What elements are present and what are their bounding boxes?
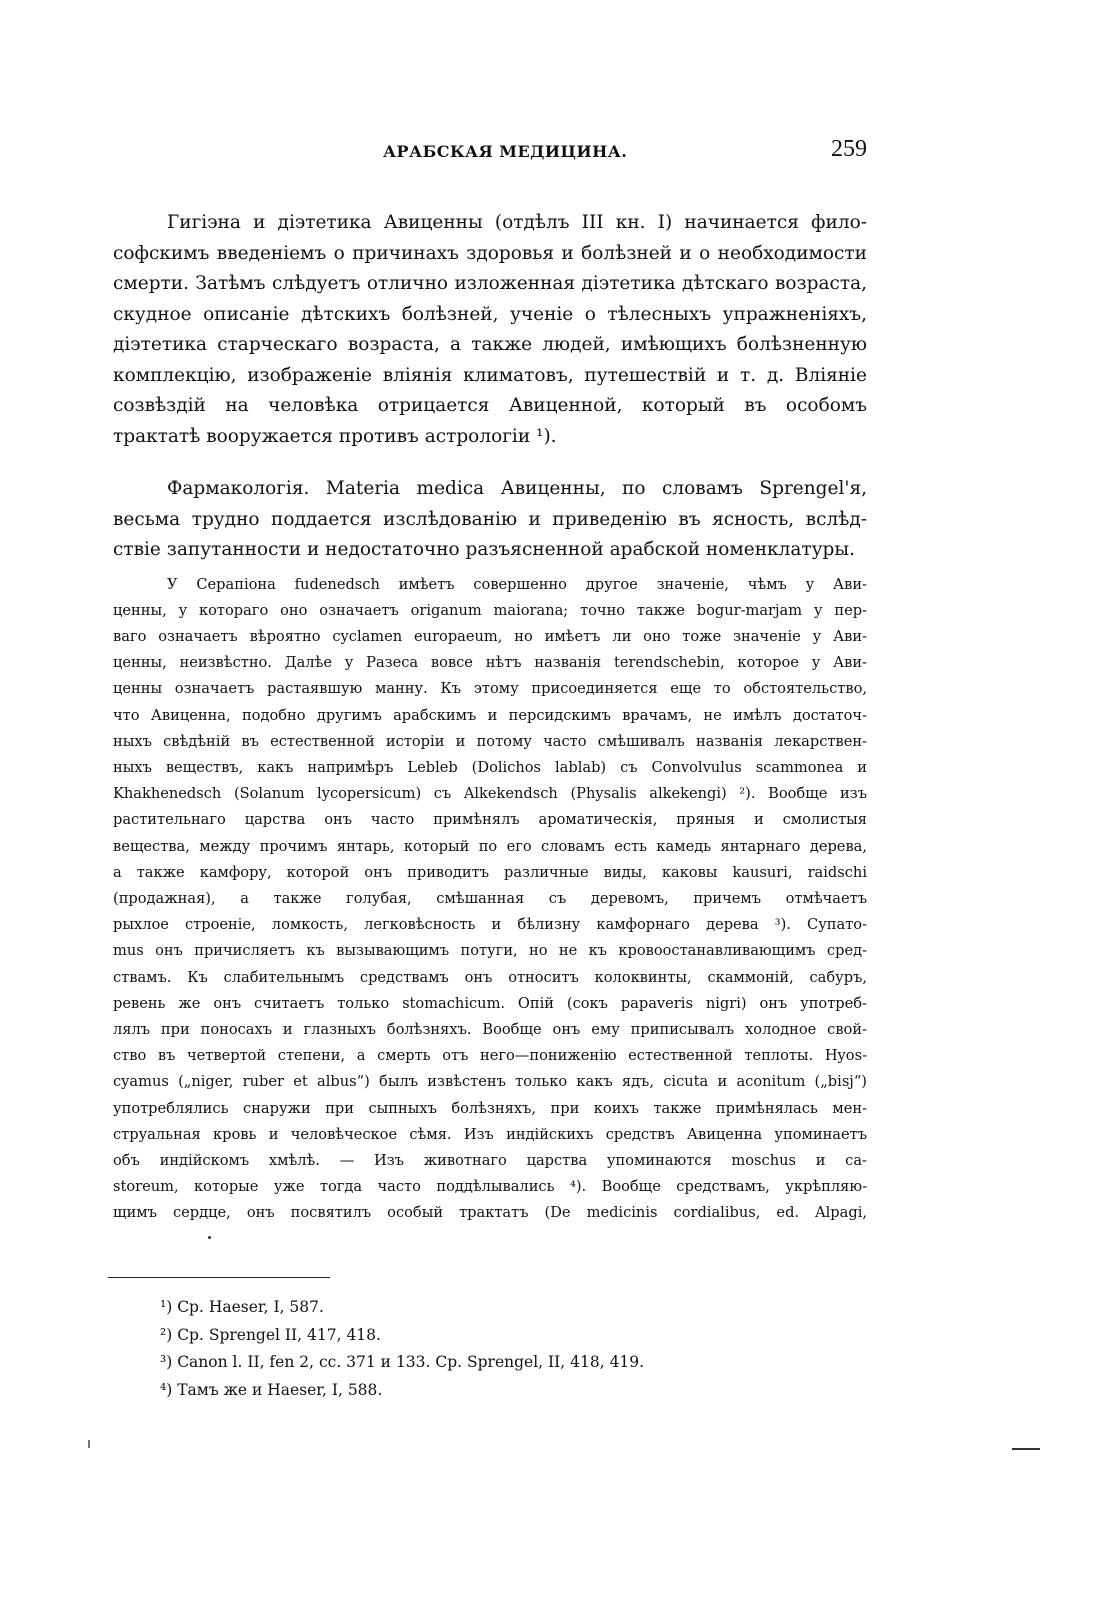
text-line: (продажная), а также голубая, смѣшанная съ деревомъ, причемъ отмѣчаетъ (113, 889, 867, 907)
text-line: storeum, которые уже тогда часто поддѣлывались ⁴). Вообще средствамъ, укрѣпляю- (113, 1178, 867, 1196)
text-line: ценны, у котораго оно означаетъ origanum maiorana; точно также bogur-marjam у пер- (113, 601, 867, 619)
page-header (113, 136, 867, 170)
text-line: ценны, неизвѣстно. Далѣе у Разеса вовсе нѣтъ названія terendschebin, которое у Ави- (113, 654, 867, 672)
text-line: софскимъ введеніемъ о причинахъ здоровья и болѣзней и о необходимости (113, 242, 867, 264)
text-line: ство въ четвертой степени, а смерть отъ него—пониженію естественной теплоты. Hyos- (113, 1047, 867, 1065)
footnote-3: ³) Canon l. II, fen 2, cc. 371 и 133. Ср. Sprengel, II, 418, 419. (160, 1353, 645, 1372)
text-line: вещества, между прочимъ янтарь, который по его словамъ есть камедь янтарнаго дерева, (113, 837, 867, 855)
text-line: скудное описаніе дѣтскихъ болѣзней, ученіе о тѣлесныхъ упражненіяхъ, (113, 303, 867, 325)
paragraph-pharmacology (113, 474, 867, 566)
text-line: объ индійскомъ хмѣлѣ. — Изъ животнаго царства упоминаются moschus и са- (113, 1151, 867, 1169)
footnote-divider (108, 1277, 330, 1278)
paragraph-serapion (113, 572, 867, 1227)
scan-mark (1012, 1448, 1040, 1450)
text-line: комплекцію, изображеніе вліянія климатовъ, путешествій и т. д. Вліяніе (113, 364, 867, 386)
text-line: У Серапіона fudenedsch имѣетъ совершенно другое значеніе, чѣмъ у Ави- (167, 575, 867, 593)
page-number: 259 (831, 136, 867, 162)
text-line: cyamus („niger, ruber et albus“) былъ извѣстенъ только какъ ядъ, cicuta и aconitum („bisj“) (113, 1073, 867, 1091)
text-line: ствамъ. Къ слабительнымъ средствамъ онъ относитъ колоквинты, скаммоній, сабуръ, (113, 968, 867, 986)
text-line: смерти. Затѣмъ слѣдуетъ отлично изложенная діэтетика дѣтскаго возраста, (113, 273, 867, 294)
text-line: употреблялись снаружи при сыпныхъ болѣзняхъ, при коихъ также примѣнялась мен- (113, 1099, 867, 1117)
text-line: mus онъ причисляетъ къ вызывающимъ потуги, но не къ кровоостанавливающимъ сред- (113, 942, 867, 960)
footnote-4: ⁴) Тамъ же и Haeser, I, 588. (160, 1380, 383, 1399)
scan-mark (88, 1440, 90, 1448)
text-line: струальная кровь и человѣческое сѣмя. Изъ индійскихъ средствъ Авиценна упоминаетъ (113, 1125, 867, 1143)
text-line: ваго означаетъ вѣроятно cyclamen europaeum, но имѣетъ ли оно тоже значеніе у Ави- (113, 627, 867, 645)
text-line: ныхъ веществъ, какъ напримѣръ Lebleb (Dolichos lablab) съ Convolvulus scammonea и (113, 758, 867, 776)
text-line: трактатѣ вооружается противъ астрологіи ¹). (113, 425, 557, 447)
text-line: Гигіэна и діэтетика Авиценны (отдѣлъ III кн. I) начинается фило- (167, 212, 867, 233)
footnotes (160, 1294, 860, 1404)
text-line: Khakhenedsch (Solanum lycopersicum) съ Alkekendsch (Physalis alkekengi) ²). Вообще изъ (113, 785, 867, 803)
text-line: весьма трудно поддается изслѣдованію и приведенію въ ясность, вслѣд- (113, 508, 867, 530)
text-line: ценны означаетъ растаявшую манну. Къ этому присоединяется еще то обстоятельство, (113, 680, 867, 698)
footnote-1: ¹) Ср. Haeser, I, 587. (160, 1298, 324, 1316)
text-line: діэтетика старческаго возраста, а также людей, имѣющихъ болѣзненную (113, 334, 867, 355)
text-line: Фармакологія. Materia medica Авиценны, по словамъ Sprengel'я, (167, 478, 867, 499)
paragraph-hygiene (113, 208, 867, 452)
stray-mark (208, 1236, 211, 1239)
text-line: что Авиценна, подобно другимъ арабскимъ и персидскимъ врачамъ, не имѣлъ достаточ- (113, 706, 867, 724)
footnote-2: ²) Ср. Sprengel II, 417, 418. (160, 1325, 381, 1344)
text-line: а также камфору, которой онъ приводитъ различные виды, каковы kausuri, raidschi (113, 863, 867, 881)
text-line: ныхъ свѣдѣній въ естественной исторіи и потому часто смѣшивалъ названія лекарствен- (113, 732, 867, 750)
text-line: щимъ сердце, онъ посвятилъ особый трактатъ (De medicinis cordialibus, ed. Alpagi, (113, 1204, 867, 1222)
text-line: рыхлое строеніе, ломкость, легковѣсность и бѣлизну камфорнаго дерева ³). Супато- (113, 916, 867, 934)
text-line: лялъ при поносахъ и глазныхъ болѣзняхъ. Вообще онъ ему приписывалъ холодное свой- (113, 1020, 867, 1038)
text-line: растительнаго царства онъ часто примѣнялъ ароматическія, пряныя и смолистыя (113, 811, 867, 829)
text-line: ревень же онъ считаетъ только stomachicum. Опій (сокъ papaveris nigri) онъ употреб- (113, 994, 867, 1012)
running-title: АРАБСКАЯ МЕДИЦИНА. (383, 142, 628, 161)
text-line: ствіе запутанности и недостаточно разъясненной арабской номенклатуры. (113, 539, 855, 560)
body-text (113, 208, 867, 1227)
text-line: созвѣздій на человѣка отрицается Авиценной, который въ особомъ (113, 395, 867, 416)
